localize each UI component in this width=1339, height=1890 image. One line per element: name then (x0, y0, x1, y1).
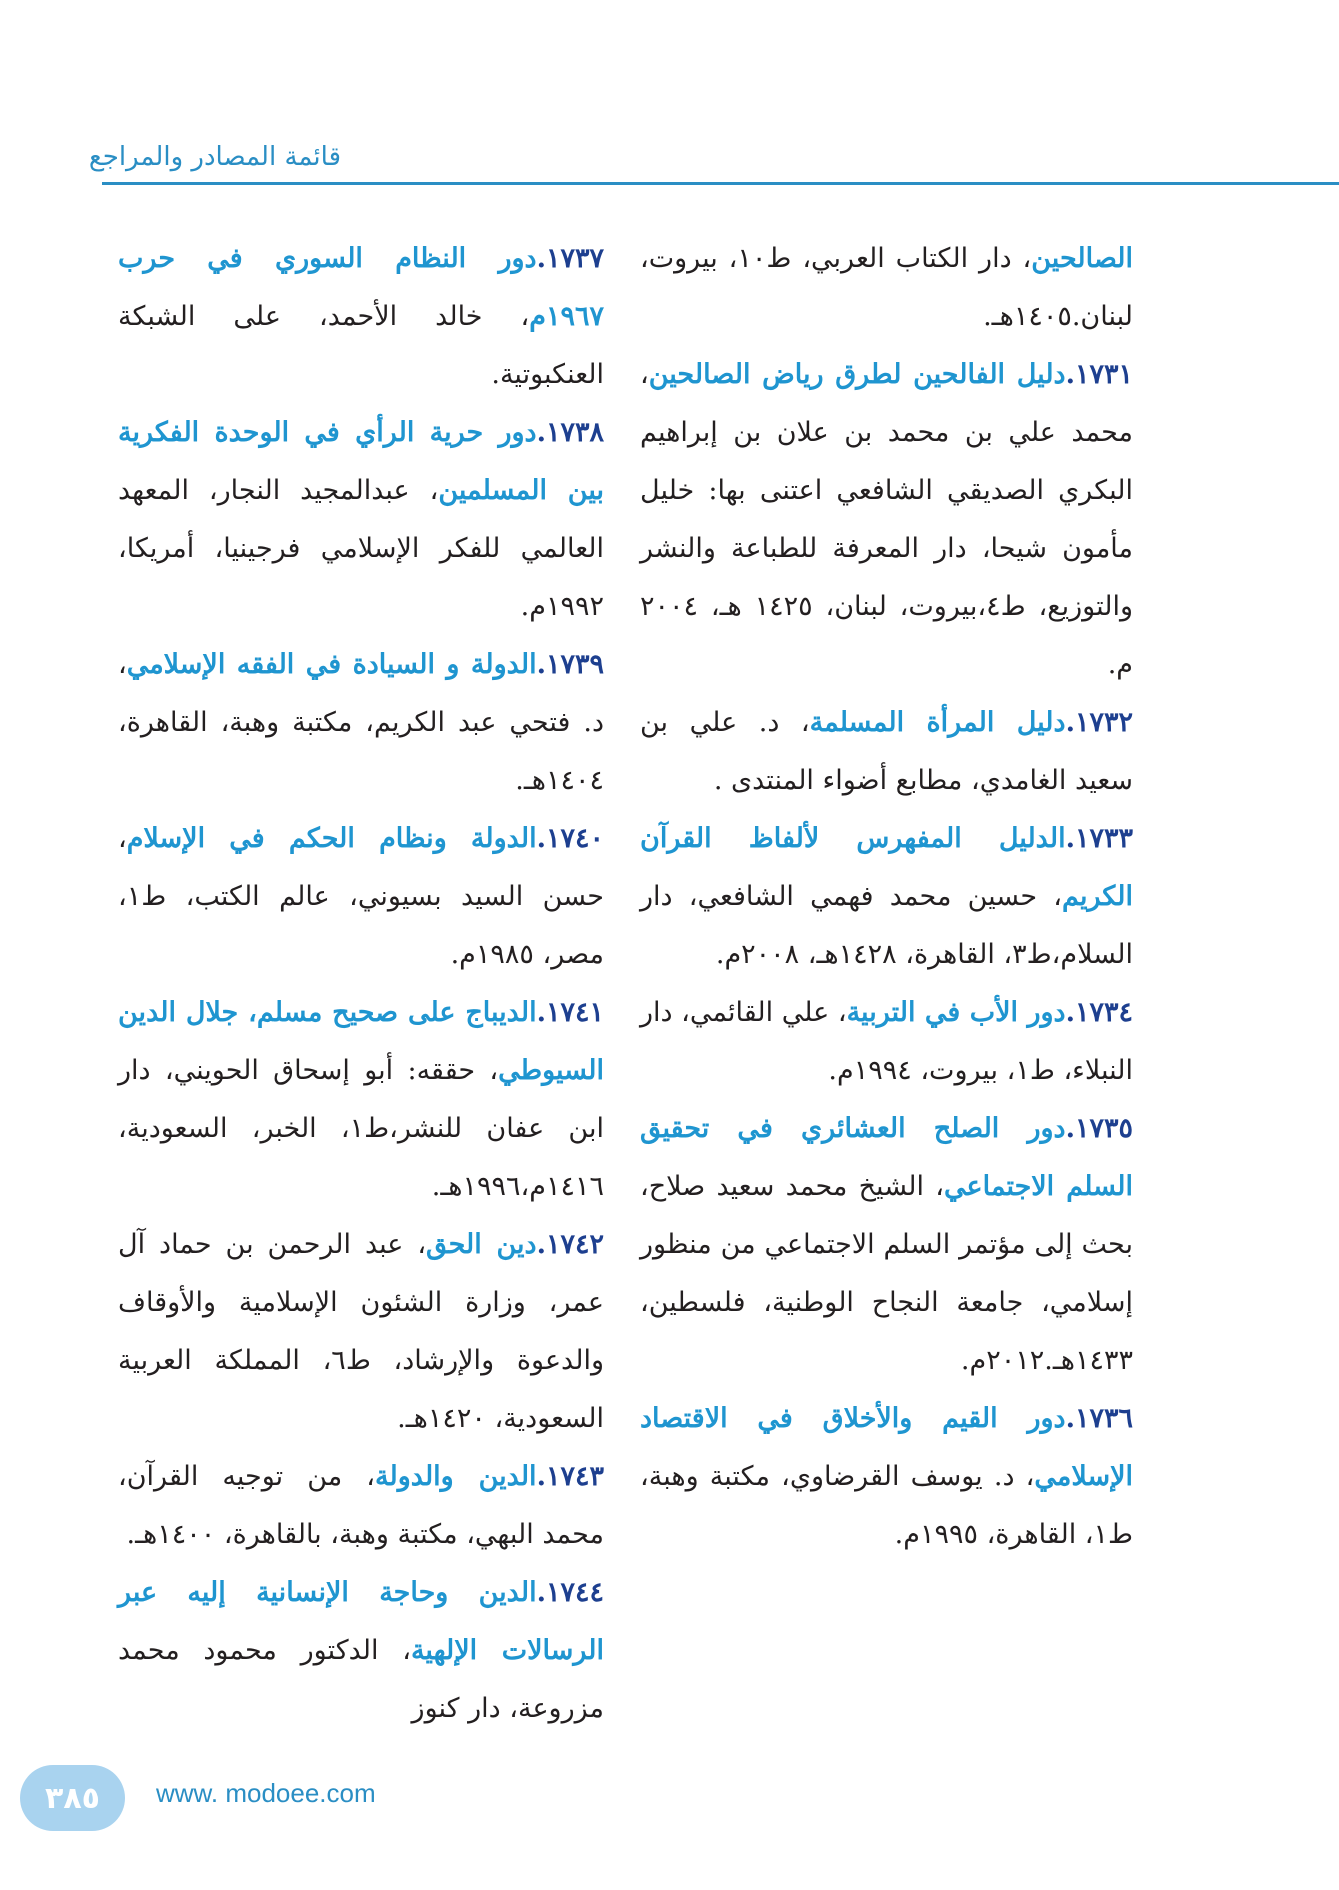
entry-title: دور القيم والأخلاق في الاقتصاد الإسلامي (640, 1403, 1133, 1492)
entry-title: الديباج على صحيح مسلم، جلال الدين السيوطي (118, 997, 604, 1086)
entry-number: ١٧٣٢. (1065, 707, 1133, 738)
bib-entry (118, 1564, 604, 1738)
entry-details: ، الدكتور محمود محمد مزروعة، دار كنوز (118, 1635, 604, 1724)
entry-title: دليل المرأة المسلمة (809, 707, 1066, 738)
entry-details: ، محمد علي بن محمد بن علان بن إبراهيم البكري الصديقي الشافعي اعتنى بها: خليل مأمون شيحا، دار المعرفة للطباعة والنشر والتوزيع، ط٤،بيروت، لبنان، ١٤٢٥ هـ، ٢٠٠٤ م. (640, 359, 1133, 680)
entry-number: ١٧٤١. (536, 997, 604, 1028)
entry-number: ١٧٣٩. (536, 649, 604, 680)
entry-number: ١٧٣١. (1065, 359, 1133, 390)
entry-title: الدولة ونظام الحكم في الإسلام (126, 823, 537, 854)
bib-entry (118, 1216, 604, 1448)
entry-details: ، د. يوسف القرضاوي، مكتبة وهبة، ط١، القاهرة، ١٩٩٥م. (640, 1461, 1133, 1550)
bib-entry (640, 694, 1133, 810)
header-rule (102, 182, 1339, 185)
bib-entry (118, 404, 604, 636)
entry-number: ١٧٣٤. (1065, 997, 1133, 1028)
bib-entry (640, 230, 1133, 346)
entry-details: ، من توجيه القرآن، محمد البهي، مكتبة وهبة، بالقاهرة، ١٤٠٠هـ. (118, 1461, 604, 1550)
bib-entry (118, 636, 604, 810)
entry-details: ، علي القائمي، دار النبلاء، ط١، بيروت، ١٩٩٤م. (640, 997, 1133, 1086)
bib-entry (640, 984, 1133, 1100)
bib-entry (118, 1448, 604, 1564)
left-column (118, 230, 604, 1738)
bib-entry (640, 1390, 1133, 1564)
bib-entry (640, 346, 1133, 694)
header-title: قائمة المصادر والمراجع (88, 142, 341, 172)
entry-title: الصالحين (1031, 243, 1133, 274)
entry-title: الدولة و السيادة في الفقه الإسلامي (126, 649, 537, 680)
entry-number: ١٧٤٤. (536, 1577, 604, 1608)
entry-details: ، د. علي بن سعيد الغامدي، مطابع أضواء المنتدى . (640, 707, 1133, 796)
entry-number: ١٧٤٠. (536, 823, 604, 854)
entry-details: ، خالد الأحمد، على الشبكة العنكبوتية. (118, 301, 604, 390)
bib-entry (118, 230, 604, 404)
bib-entry (640, 1100, 1133, 1390)
entry-number: ١٧٣٨. (536, 417, 604, 448)
entry-title: دور الصلح العشائري في تحقيق السلم الاجتماعي (640, 1113, 1133, 1202)
entry-number: ١٧٣٦. (1065, 1403, 1133, 1434)
entry-details: ، عبد الرحمن بن حماد آل عمر، وزارة الشئون الإسلامية والأوقاف والدعوة والإرشاد، ط٦، المملكة العربية السعودية، ١٤٢٠هـ. (118, 1229, 604, 1434)
right-column (640, 230, 1133, 1564)
entry-title: الدين والدولة (375, 1461, 537, 1492)
entry-number: ١٧٣٣. (1065, 823, 1133, 854)
entry-details: ، عبدالمجيد النجار، المعهد العالمي للفكر الإسلامي فرجينيا، أمريكا، ١٩٩٢م. (118, 475, 604, 622)
entry-title: دليل الفالحين لطرق رياض الصالحين (648, 359, 1066, 390)
entry-details: ، الشيخ محمد سعيد صلاح، بحث إلى مؤتمر السلم الاجتماعي من منظور إسلامي، جامعة النجاح الوطنية، فلسطين، ١٤٣٣هـ.٢٠١٢م. (640, 1171, 1133, 1376)
entry-details: ، حسن السيد بسيوني، عالم الكتب، ط١، مصر، ١٩٨٥م. (118, 823, 604, 970)
entry-details: ، د. فتحي عبد الكريم، مكتبة وهبة، القاهرة، ١٤٠٤هـ. (118, 649, 604, 796)
entry-number: ١٧٣٧. (536, 243, 604, 274)
entry-title: الدين وحاجة الإنسانية إليه عبر الرسالات الإلهية (118, 1577, 604, 1666)
entry-title: دور حرية الرأي في الوحدة الفكرية بين المسلمين (118, 417, 604, 506)
entry-title: دور النظام السوري في حرب ١٩٦٧م (118, 243, 604, 332)
entry-title: دين الحق (426, 1229, 537, 1260)
entry-number: ١٧٣٥. (1065, 1113, 1133, 1144)
entry-details: ، حققه: أبو إسحاق الحويني، دار ابن عفان للنشر،ط١، الخبر، السعودية، ١٤١٦م،١٩٩٦هـ. (118, 1055, 604, 1202)
entry-details: ، دار الكتاب العربي، ط١٠، بيروت، لبنان.١٤٠٥هـ. (640, 243, 1133, 332)
bib-entry (640, 810, 1133, 984)
website-link[interactable]: www. modoee.com (156, 1778, 376, 1808)
entry-title: دور الأب في التربية (846, 997, 1066, 1028)
entry-number: ١٧٤٢. (536, 1229, 604, 1260)
entry-details: ، حسين محمد فهمي الشافعي، دار السلام،ط٣، القاهرة، ١٤٢٨هـ، ٢٠٠٨م. (640, 881, 1133, 970)
bib-entry (118, 984, 604, 1216)
entry-number: ١٧٤٣. (536, 1461, 604, 1492)
entry-title: الدليل المفهرس لألفاظ القرآن الكريم (640, 823, 1133, 912)
bib-entry (118, 810, 604, 984)
page-number-badge: ٣٨٥ (20, 1765, 125, 1831)
